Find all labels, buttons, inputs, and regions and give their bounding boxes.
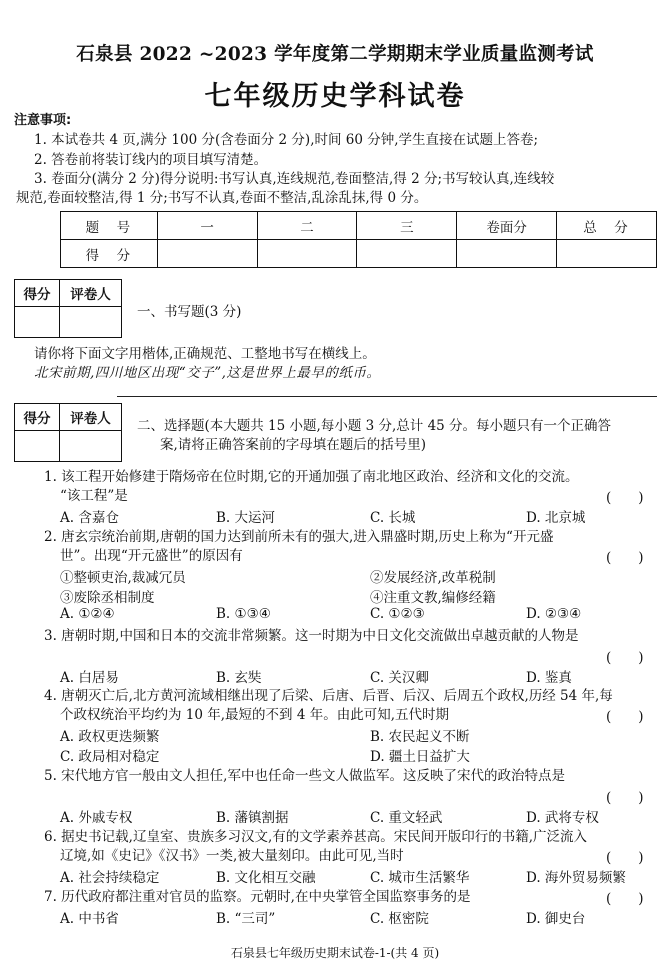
note-1: 1. 本试卷共 4 页,满分 100 分(含卷面分 2 分),时间 60 分钟,学生直接在试题上答卷; [34, 132, 539, 148]
question-6-stem-cont: 辽境,如《史记》《汉书》一类,被大量刻印。由此可见,当时 [60, 848, 404, 864]
q2-option-d: D. ②③④ [526, 606, 582, 622]
grading-box-score-cell[interactable] [15, 307, 60, 338]
section1-instruction: 请你将下面文字用楷体,正确规范、工整地书写在横线上。 [34, 346, 376, 362]
question-7-stem: 7. 历代政府都注重对官员的监察。元朝时,在中央掌管全国监察事务的是 [44, 889, 471, 905]
section1-text: 北宋前期,四川地区出现“交子”,这是世界上最早的纸币。 [34, 365, 381, 381]
q1-option-d: D. 北京城 [526, 510, 586, 526]
q2-statement-2: ②发展经济,改革税制 [370, 570, 496, 586]
q5-option-c: C. 重文轻武 [370, 810, 443, 826]
score-table-header: 卷面分 [457, 212, 557, 240]
q7-option-a: A. 中书省 [60, 911, 119, 927]
answer-bracket[interactable]: ( ) [606, 490, 644, 506]
score-table-header: 三 [357, 212, 457, 240]
grading-box-section2 [14, 403, 122, 462]
q6-option-b: B. 文化相互交融 [216, 870, 316, 886]
score-table [60, 211, 657, 268]
grading-box-grader-label: 评卷人 [60, 280, 122, 307]
q4-option-b: B. 农民起义不断 [370, 729, 470, 745]
answer-bracket[interactable]: ( ) [606, 790, 644, 806]
q3-option-b: B. 玄奘 [216, 670, 262, 686]
grading-box-grader-label: 评卷人 [60, 404, 122, 431]
question-2-stem: 2. 唐玄宗统治前期,唐朝的国力达到前所未有的强大,进入鼎盛时期,历史上称为“开元盛 [44, 529, 554, 545]
q4-option-d: D. 疆土日益扩大 [370, 749, 470, 765]
q2-option-a: A. ①②④ [60, 606, 115, 622]
score-table-header: 总 分 [557, 212, 657, 240]
score-table-score-row [61, 240, 657, 268]
note-3-cont: 规范,卷面较整洁,得 1 分;书写不认真,卷面不整洁,乱涂乱抹,得 0 分。 [16, 190, 428, 206]
question-6-stem: 6. 据史书记载,辽皇室、贵族多习汉文,有的文学素养甚高。宋民间开版印行的书籍,广泛流入 [44, 829, 588, 845]
score-cell[interactable] [157, 240, 257, 268]
q2-statement-3: ③废除丞相制度 [60, 590, 155, 606]
note-2: 2. 答卷前将装订线内的项目填写清楚。 [34, 152, 268, 168]
score-table-header: 二 [257, 212, 357, 240]
question-1-stem-cont: “该工程”是 [60, 488, 128, 504]
q2-option-b: B. ①③④ [216, 606, 271, 622]
answer-bracket[interactable]: ( ) [606, 891, 644, 907]
score-table-header-row [61, 212, 657, 240]
answer-bracket[interactable]: ( ) [606, 850, 644, 866]
question-1-stem: 1. 该工程开始修建于隋炀帝在位时期,它的开通加强了南北地区政治、经济和文化的交流。 [44, 469, 579, 485]
section2-title: 二、选择题(本大题共 15 小题,每小题 3 分,总计 45 分。每小题只有一个正确答 [137, 418, 612, 434]
q1-option-c: C. 长城 [370, 510, 416, 526]
q3-option-c: C. 关汉卿 [370, 670, 429, 686]
score-cell[interactable] [457, 240, 557, 268]
q7-option-d: D. 御史台 [526, 911, 586, 927]
grading-box-score-label: 得分 [15, 404, 60, 431]
score-cell[interactable] [557, 240, 657, 268]
q2-option-c: C. ①②③ [370, 606, 425, 622]
q5-option-a: A. 外戚专权 [60, 810, 133, 826]
exam-title: 石泉县 2022 ~2023 学年度第二学期期末学业质量监测考试 [76, 44, 594, 65]
q1-option-a: A. 含嘉仓 [60, 510, 119, 526]
q2-statement-4: ④注重文教,编修经籍 [370, 590, 496, 606]
q3-option-d: D. 鉴真 [526, 670, 572, 686]
q6-option-d: D. 海外贸易频繁 [526, 870, 626, 886]
score-row-label: 得 分 [61, 240, 158, 268]
page-footer: 石泉县七年级历史期末试卷-1-(共 4 页) [230, 946, 440, 960]
score-table-header: 一 [157, 212, 257, 240]
question-4-stem-cont: 个政权统治平均约为 10 年,最短的不到 4 年。由此可知,五代时期 [60, 707, 450, 723]
question-4-stem: 4. 唐朝灭亡后,北方黄河流域相继出现了后梁、后唐、后晋、后汉、后周五个政权,历经 54 年,每 [44, 688, 613, 704]
score-table-header: 题 号 [61, 212, 158, 240]
q6-option-c: C. 城市生活繁华 [370, 870, 470, 886]
grading-box-grader-cell[interactable] [60, 431, 122, 462]
q7-option-b: B. “三司” [216, 911, 276, 927]
q7-option-c: C. 枢密院 [370, 911, 429, 927]
grading-box-score-label: 得分 [15, 280, 60, 307]
question-3-stem: 3. 唐朝时期,中国和日本的交流非常频繁。这一时期为中日文化交流做出卓越贡献的人物是 [44, 628, 579, 644]
question-2-stem-cont: 世”。出现“开元盛世”的原因有 [60, 548, 243, 564]
q5-option-b: B. 藩镇割据 [216, 810, 289, 826]
notes-heading: 注意事项: [14, 113, 72, 128]
subject-title: 七年级历史学科试卷 [204, 81, 466, 112]
grading-box-grader-cell[interactable] [60, 307, 122, 338]
q6-option-a: A. 社会持续稳定 [60, 870, 160, 886]
q2-statement-1: ①整顿吏治,裁减冗员 [60, 570, 186, 586]
answer-bracket[interactable]: ( ) [606, 709, 644, 725]
question-5-stem: 5. 宋代地方官一般由文人担任,军中也任命一些文人做监军。这反映了宋代的政治特点是 [44, 768, 565, 784]
answer-bracket[interactable]: ( ) [606, 650, 644, 666]
q4-option-a: A. 政权更迭频繁 [60, 729, 160, 745]
grading-box-section1 [14, 279, 122, 338]
q1-option-b: B. 大运河 [216, 510, 276, 526]
score-cell[interactable] [257, 240, 357, 268]
q3-option-a: A. 白居易 [60, 670, 119, 686]
note-3: 3. 卷面分(满分 2 分)得分说明:书写认真,连线规范,卷面整洁,得 2 分;书写较认真,连线较 [34, 171, 555, 187]
grading-box-score-cell[interactable] [15, 431, 60, 462]
answer-bracket[interactable]: ( ) [606, 550, 644, 566]
section2-title-cont: 案,请将正确答案前的字母填在题后的括号里) [160, 437, 427, 453]
section1-title: 一、书写题(3 分) [137, 304, 242, 320]
score-cell[interactable] [357, 240, 457, 268]
q5-option-d: D. 武将专权 [526, 810, 599, 826]
writing-line[interactable] [117, 396, 657, 397]
q4-option-c: C. 政局相对稳定 [60, 749, 160, 765]
